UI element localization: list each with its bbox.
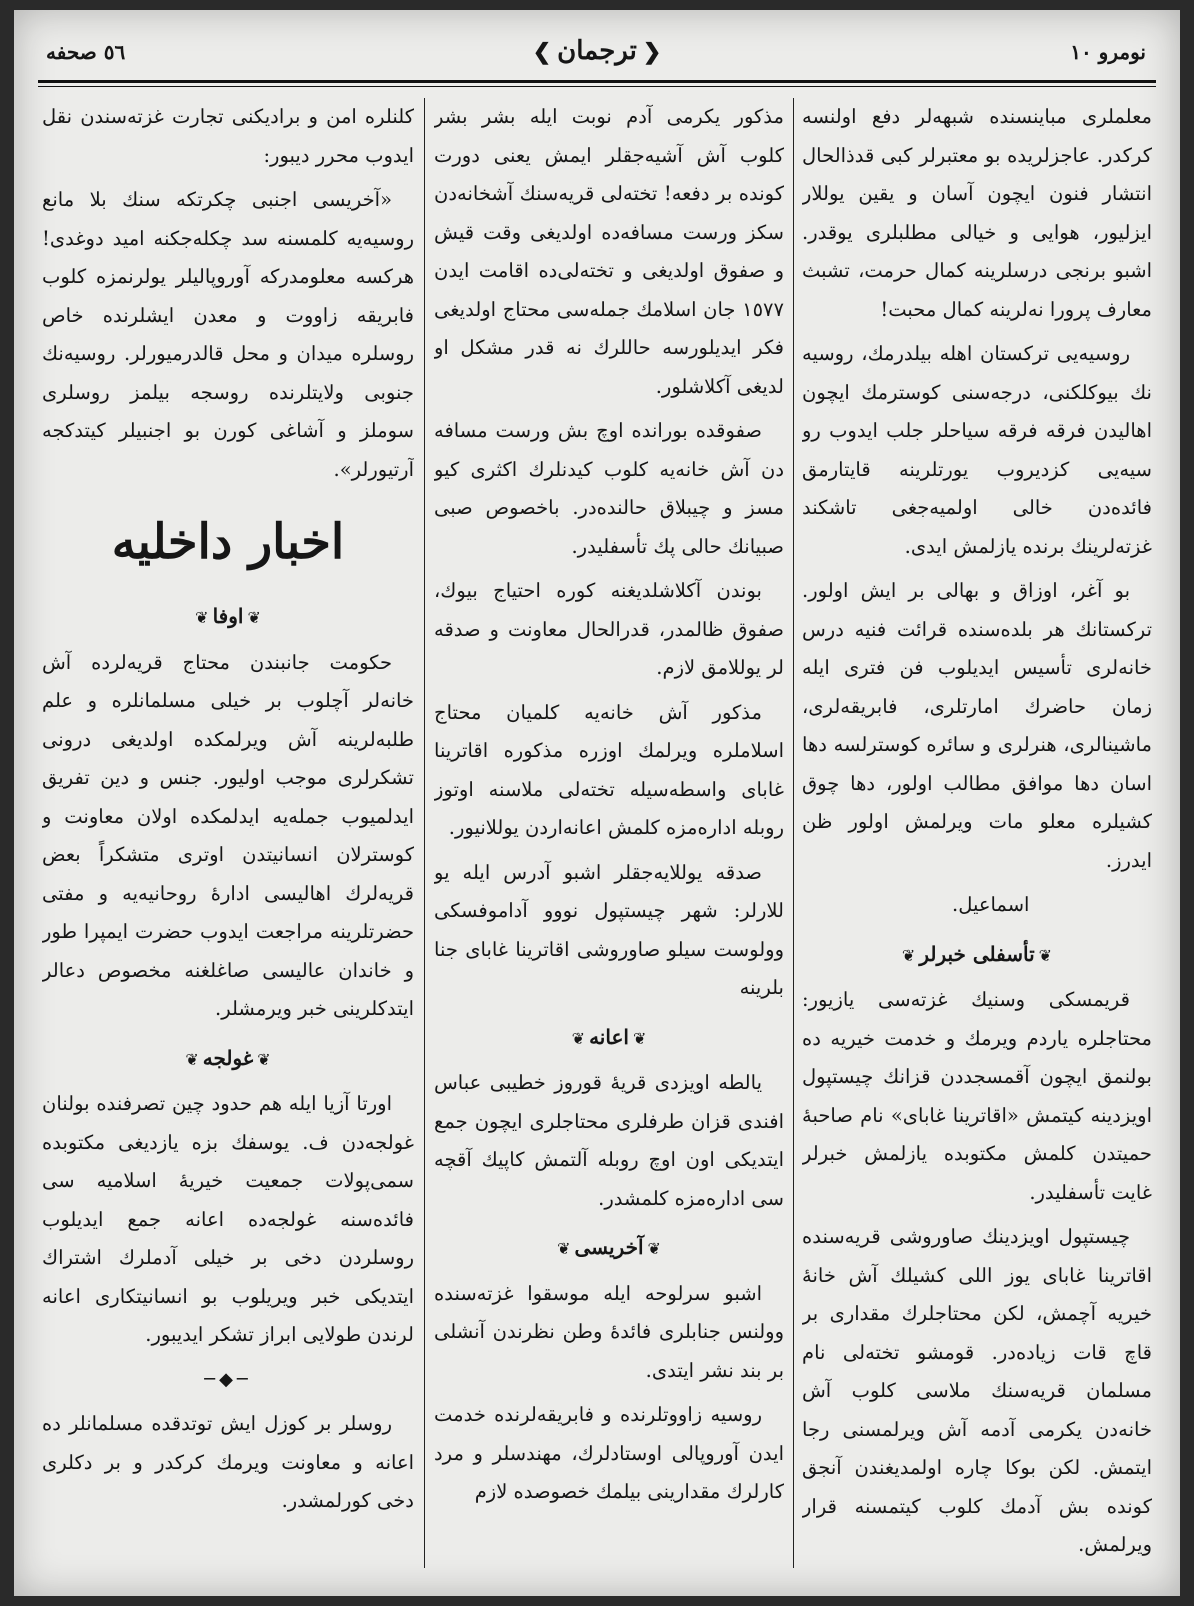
page-number: ٥٦ صحفه	[46, 40, 126, 64]
ornament-icon: ❯	[532, 39, 552, 65]
masthead-rule	[38, 80, 1156, 83]
newspaper-title	[38, 36, 1156, 66]
issue-number: نومرو ١٠	[1070, 40, 1146, 64]
paragraph: روسیه زاووتلرنده و فابریقه‌لرنده خدمت ایدن آوروپالی اوستادلرك، مهندسلر و مرد کارلرك مقدارینی بیلمك خصوصده لازم	[434, 1403, 784, 1503]
divider-ornament: ─◆─	[204, 1368, 252, 1390]
paragraph: اورتا آزیا ایله هم حدود چین تصرفنده بولنان غولجه‌دن ف. یوسفك بزه یازدیغی مکتوبده سمی‌پولات جمعیت خیریهٔ اسلامیه سی فائده‌سنه غولجه‌ده اعانه جمع ایدیلوب روسلردن دخی بر خیلی آدملرك اشتراك ایتدیکی خبر ویریلوب بو انسانیتکاری اعانه لرندن طولایی ابراز تشکر ایدیبور.	[42, 1092, 414, 1346]
ornament-icon: ❦	[185, 1049, 199, 1069]
domestic-news-heading: اخبار داخلیه	[111, 514, 345, 570]
ornament-icon: ❦	[647, 1239, 661, 1258]
right-column	[802, 98, 1152, 1578]
author-signature: اسماعیل.	[952, 893, 1030, 916]
ornament-icon: ❦	[195, 608, 209, 627]
ornament-icon: ❦	[1038, 945, 1053, 965]
paragraph: قریمسکی وسنیك غزته‌سی یازیور: محتاجلره یاردم ویرمك و خدمت خیریه ده بولنمق ایچون آقمسجددن قزانك چیستپول اویزدینه کیتمش «اقاترینا غابای» نام صاحبهٔ حمیتدن کلمش مکتوبده یازلمش خبرلر غایت تأسفلیدر.	[802, 988, 1152, 1204]
paragraph: چیستپول اویزدینك صاوروشی قریه‌سنده اقاترینا غابای یوز اللی کشیلك آش خانهٔ خیریه آچمش، لکن محتاجلرك مقداری بر قاچ قات زیاده‌در. قومشو تخته‌لی نام مسلمان قریه‌سنك ملاسی کلوب آش خانه‌دن یکرمی آدمه آش ویرلمسنی رجا ایتمش. لکن بوکا چاره اولمدیغندن آنجق کونده بش آدمك کلوب کیتمسنه قرار ویرلمش.	[802, 1225, 1152, 1556]
paragraph: اشبو سرلوحه ایله موسقوا غزته‌سنده وولنس جنابلری فائدهٔ وطن نظرندن آنشلی بر بند نشر ایتدی.	[434, 1281, 784, 1382]
column-divider	[424, 98, 425, 1568]
section-heading-text: آخریسی	[574, 1235, 644, 1259]
paragraph: معلملری مباینسنده شبهه‌لر دفع اولنسه کرکدر. عاجزلریده بو معتبرلر کبی قدذالحال انتشار فنون ایچون آسان و یقین یوللار ایزلیور، هوایی و خیالی مطلبلری یوقدر. اشبو برنجی درسلرینه کمال حرمت، تشبث معارف پرورا نه‌لرینه کمال محبت!	[802, 105, 1152, 321]
paragraph: «آخریسی اجنبی چکرتکه سنك بلا مانع روسیه‌یه کلمسنه سد چکله‌جکنه امید دوغدی! هرکسه معلومدرکه آوروپالیلر یولرنمزه کلوب فابریقه زاووت و معدن ایشلرنده خاص روسلره میدان و محل قالدرمیورلر. روسیه‌نك جنوبی ولایتلرنده روسجه بیلمز روسلری سوملز و آشاغی کورن بو اجنبیلر کیتدکجه آرتیورلر».	[42, 188, 414, 481]
paragraph: صدقه یوللایه‌جقلر اشبو آدرس ایله یو للارلر: شهر چیستپول نووو آداموفسکی وولوست سیلو صاوروشی اقاترینا غابای جنا بلرینه	[434, 860, 784, 999]
paragraph: روسیه‌یی ترکستان اهله بیلدرمك، روسیه نك بیوکلکنی، درجه‌سنی کوسترمك ایچون اهالیدن فرقه فرقه سیاحلر جلب ایدوب رو سیه‌یی کزدیروب یورتلرینه قایتارمق فائده‌دن خالی اولمیه‌جغی تاشکند غزته‌لرینك برنده یازلمش ایدی.	[802, 342, 1152, 558]
ornament-icon: ❦	[257, 1049, 271, 1069]
masthead-rule-thin	[38, 86, 1156, 87]
section-heading-text: اوفا	[212, 604, 244, 628]
paragraph: روسلر بر کوزل ایش توتدقده مسلمانلر ده اعانه و معاونت ویرمك کرکدر و بر دکلری دخی کورلمشدر.	[42, 1412, 414, 1512]
section-heading-text: غولجه	[202, 1045, 254, 1070]
masthead	[38, 32, 1156, 78]
paragraph: بو آغر، اوزاق و بهالی بر ایش اولور. ترکستانك هر بلده‌سنده قرائت فنیه درس خانه‌لری تأسیس ایدیلوب فن فتری ایله زمان حاضرك امارتلری، فابریقه‌لری، ماشینالری، هنرلری و سائره کوسترلسه دها اسان دها موافق مطالب اولور، دها چوق کشیلره معلو مات ویرلمش اولور ظن ایدرز.	[802, 579, 1152, 872]
ornament-icon: ❦	[247, 608, 261, 627]
section-heading	[42, 597, 414, 638]
paragraph: یالطه اویزدی قریهٔ قوروز خطیبی عباس افندی قزان طرفلری محتاجلری ایچون جمع ایتدیکی اون اوچ روبله آلتمش کاپیك آقچه سی اداره‌مزه کلمشدر.	[434, 1071, 784, 1210]
newspaper-title-text: ترجمان	[557, 36, 637, 66]
section-heading	[802, 935, 1152, 976]
middle-column	[434, 98, 784, 1578]
section-heading-text: تأسفلی خبرلر	[919, 941, 1035, 966]
section-heading	[434, 1228, 784, 1269]
section-heading-text: اعانه	[589, 1024, 629, 1049]
column-divider	[793, 98, 794, 1568]
ornament-icon: ❦	[901, 945, 916, 965]
paragraph: مذکور آش خانه‌یه کلمیان محتاج اسلاملره ویرلمك اوزره مذکوره اقاترینا غابای واسطه‌سیله تخته‌لی ملاسنه اوتوز روبله اداره‌مزه کلمش اعانه‌اردن یوللانیور.	[434, 700, 784, 839]
ornament-icon: ❦	[557, 1239, 571, 1258]
ornament-icon: ❦	[632, 1028, 647, 1048]
paragraph: صفوقده بوراندە اوچ بش ورست مسافه دن آش خانه‌یه کلوب کیدنلرك اکثری کیو مسز و چیبلاق حالنده‌در. باخصوص صبی صبیانك حالی پك تأسفلیدر.	[434, 419, 784, 558]
ornament-icon: ❦	[571, 1028, 586, 1048]
paragraph: مذکور یکرمی آدم نوبت ایله بشر بشر کلوب آش آشیه‌جقلر ایمش یعنی دورت کونده بر دفعه! تخته‌لی قریه‌سنك آشخانه‌دن سکز ورست مسافه‌ده اولدیغی وقت قیش و صفوق اولدیغی و تخته‌لی‌ده اقامت ایدن ١٥٧٧ جان اسلامك جمله‌سی محتاج اولدیغی فکر ایدیلورسه حاللرك نه قدر مشکل او لدیغی آکلاشلور.	[434, 105, 784, 398]
paragraph: کلنلره امن و برادیکنی تجارت غزته‌سندن نقل ایدوب محرر دیبور:	[42, 105, 414, 167]
paragraph: بوندن آکلاشلدیغنه کوره احتیاج بیوك، صفوق ظالمدر، قدرالحال معاونت و صدقه لر یوللامق لازم.	[434, 579, 784, 679]
paragraph: حکومت جانبندن محتاج قریه‌لرده آش خانه‌لر آچلوب بر خیلی مسلمانلره و علم طلبه‌لرینه آش ویرلمکده اولدیغی درونی تشکرلری موجب اولیور. جنس و دین تفریق ایدلمیوب جمله‌یه ایدلمکده اولان معاونت و کوسترلان انسانیتدن اوتری متشکراً بعض قریه‌لرك اهالیسی ادارهٔ روحانیه‌یه و مفتی حضرتلرینه مراجعت ایدوب حضرت ایمپرا طور و خاندان عالیسی صاغلغنه مخصوص دعالر ایتدکلرینی خبر ویرمشلر.	[42, 650, 414, 1020]
left-column	[42, 98, 414, 1578]
section-heading	[434, 1018, 784, 1059]
newspaper-page	[14, 10, 1180, 1596]
section-heading	[42, 1039, 414, 1080]
ornament-icon: ❮	[642, 39, 662, 65]
